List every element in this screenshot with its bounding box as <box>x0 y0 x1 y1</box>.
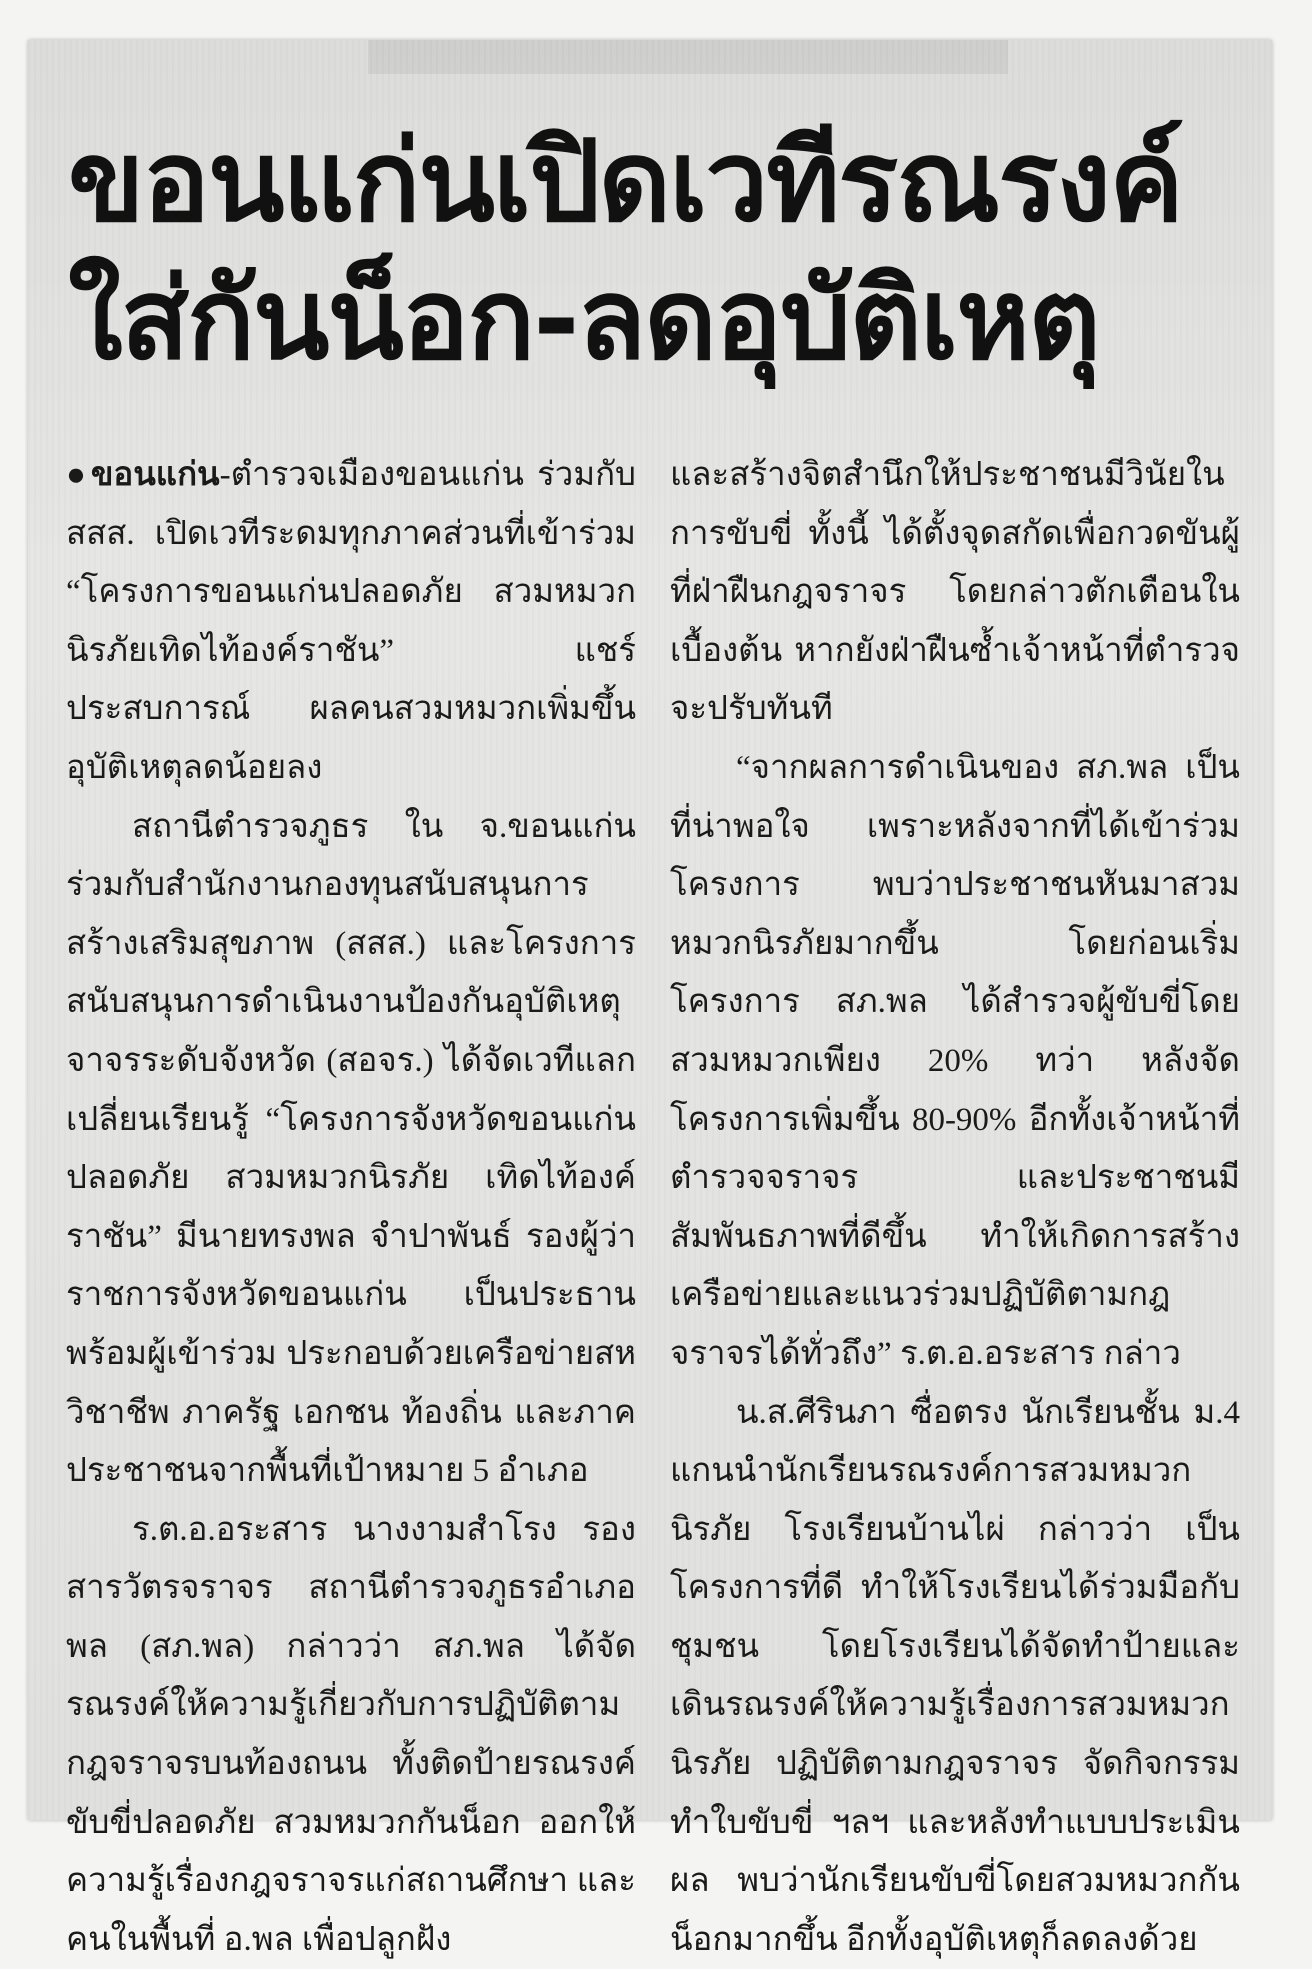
lead-paragraph <box>66 446 636 798</box>
headline <box>68 113 1248 389</box>
paragraph: และสร้างจิตสำนึกให้ประชาชนมีวินัยในการขับขี่ ทั้งนี้ ได้ตั้งจุดสกัดเพื่อกวดขันผู้ที่ฝ่าฝืนกฎจราจร โดยกล่าวตักเตือนในเบื้องต้น หากยังฝ่าฝืนซ้ำเจ้าหน้าที่ตำรวจจะปรับทันที <box>670 446 1240 739</box>
paragraph: น.ส.ศีรินภา ซื่อตรง นักเรียนชั้น ม.4 แกนนำนักเรียนรณรงค์การสวมหมวกนิรภัย โรงเรียนบ้านไผ่ กล่าวว่า เป็นโครงการที่ดี ทำให้โรงเรียนได้ร่วมมือกับชุมชน โดยโรงเรียนได้จัดทำป้ายและเดินรณรงค์ให้ความรู้เรื่องการสวมหมวกนิรภัย ปฏิบัติตามกฎจราจร จัดกิจกรรมทำใบขับขี่ ฯลฯ และหลังทำแบบประเมินผล พบว่านักเรียนขับขี่โดยสวมหมวกกันน็อกมากขึ้น อีกทั้งอุบัติเหตุก็ลดลงด้วย <box>670 1384 1240 1969</box>
lead-text: -ตำรวจเมืองขอนแก่น ร่วมกับ สสส. เปิดเวทีระดมทุกภาคส่วนที่เข้าร่วม “โครงการขอนแก่นปลอดภัย สวมหมวกนิรภัยเทิดไท้องค์ราชัน” แชร์ประสบการณ์ ผลคนสวมหมวกเพิ่มขึ้น อุบัติเหตุลดน้อยลง <box>66 457 636 786</box>
headline-line-1: ขอนแก่นเปิดเวทีรณรงค์ <box>68 113 1248 251</box>
quote-paragraph: “จากผลการดำเนินของ สภ.พล เป็นที่น่าพอใจ เพราะหลังจากที่ได้เข้าร่วมโครงการ พบว่าประชาชนหันมาสวมหมวกนิรภัยมากขึ้น โดยก่อนเริ่มโครงการ สภ.พล ได้สำรวจผู้ขับขี่โดยสวมหมวกเพียง 20% ทว่า หลังจัดโครงการเพิ่มขึ้น 80-90% อีกทั้งเจ้าหน้าที่ตำรวจจราจร และประชาชนมีสัมพันธภาพที่ดีขึ้น ทำให้เกิดการสร้างเครือข่ายและแนวร่วมปฏิบัติตามกฎจราจรได้ทั่วถึง” ร.ต.อ.อระสาร กล่าว <box>670 739 1240 1384</box>
left-column <box>66 446 636 1969</box>
paragraph: ร.ต.อ.อระสาร นางงามสำโรง รองสารวัตรจราจร สถานีตำรวจภูธรอำเภอพล (สภ.พล) กล่าวว่า สภ.พล ได้จัดรณรงค์ให้ความรู้เกี่ยวกับการปฏิบัติตามกฎจราจรบนท้องถนน ทั้งติดป้ายรณรงค์ขับขี่ปลอดภัย สวมหมวกกันน็อก ออกให้ความรู้เรื่องกฎจราจรแก่สถานศึกษา และคนในพื้นที่ อ.พล เพื่อปลูกฝัง <box>66 1501 636 1969</box>
paragraph: สถานีตำรวจภูธร ใน จ.ขอนแก่น ร่วมกับสำนักงานกองทุนสนับสนุนการสร้างเสริมสุขภาพ (สสส.) และโครงการสนับสนุนการดำเนินงานป้องกันอุบัติเหตุจาจรระดับจังหวัด (สอจร.) ได้จัดเวทีแลกเปลี่ยนเรียนรู้ “โครงการจังหวัดขอนแก่นปลอดภัย สวมหมวกนิรภัย เทิดไท้องค์ราชัน” มีนายทรงพล จำปาพันธ์ รองผู้ว่าราชการจังหวัดขอนแก่น เป็นประธาน พร้อมผู้เข้าร่วม ประกอบด้วยเครือข่ายสหวิชาชีพ ภาครัฐ เอกชน ท้องถิ่น และภาคประชาชนจากพื้นที่เป้าหมาย 5 อำเภอ <box>66 798 636 1501</box>
newspaper-clipping <box>28 40 1272 1820</box>
article-body <box>66 446 1246 1826</box>
headline-line-2: ใส่กันน็อก-ลดอุบัติเหตุ <box>68 251 1248 389</box>
right-column <box>670 446 1240 1969</box>
bleed-through-strip <box>368 40 1008 74</box>
dateline: ●ขอนแก่น <box>66 457 220 493</box>
